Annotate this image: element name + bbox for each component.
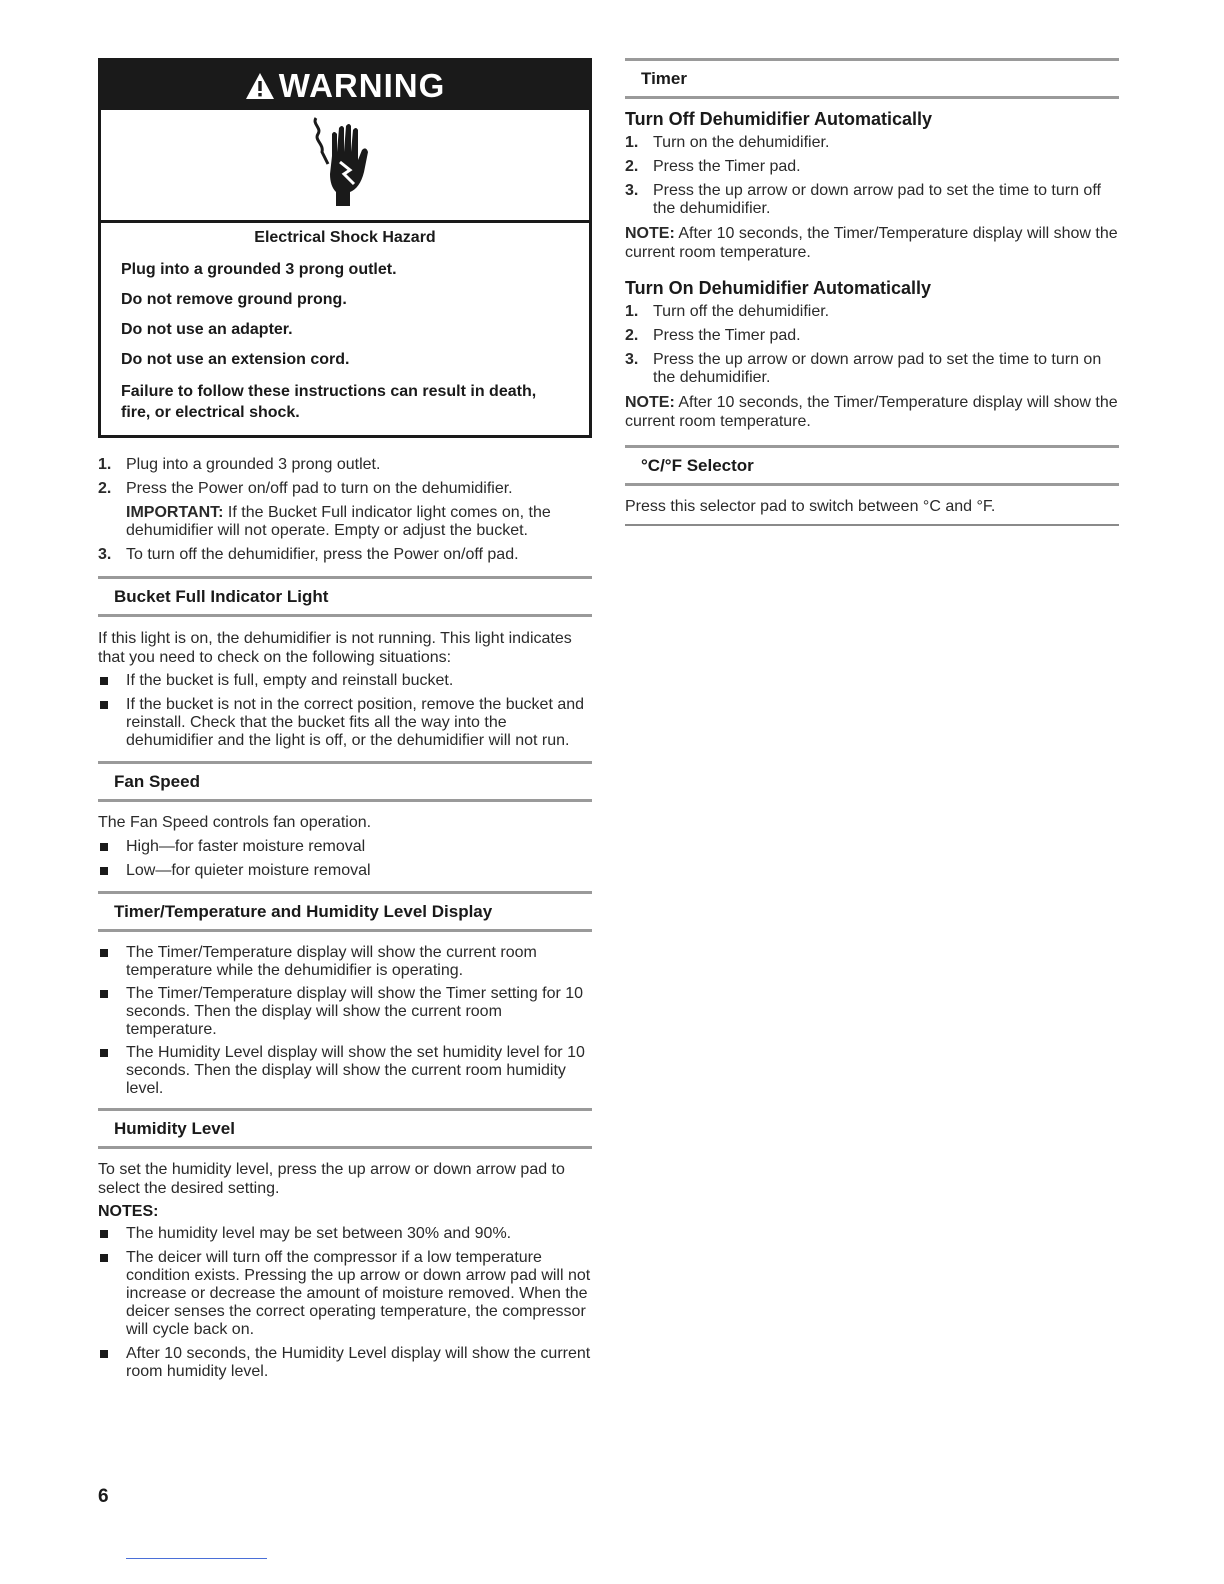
timer-on-title: Turn On Dehumidifier Automatically [625, 278, 932, 298]
section-header-timer: Timer [625, 58, 1119, 99]
list-item: 2. Press the Power on/off pad to turn on the dehumidifier. IMPORTANT: If the Bucket Full indicator light comes on, the dehumidifier will not operate. Empty or adjust the bucket. [98, 480, 592, 540]
warning-icon-row [101, 110, 589, 223]
humidity-bullets [98, 1225, 592, 1381]
list-item: 2. Press the Timer pad. [625, 327, 801, 344]
timer-off-title: Turn Off Dehumidifier Automatically [625, 109, 933, 129]
list-item: The Timer/Temperature display will show the current room temperature while the dehumidifier is operating. [98, 944, 592, 980]
timer-on-note: NOTE: After 10 seconds, the Timer/Temperature display will show the current room temperature. [625, 394, 1118, 430]
list-item: 3. Press the up arrow or down arrow pad to set the time to turn off the dehumidifier. [625, 182, 1101, 217]
timer-off-note: NOTE: After 10 seconds, the Timer/Temperature display will show the current room temperature. [625, 225, 1118, 261]
list-item: 1. Turn off the dehumidifier. [625, 303, 830, 320]
divider [625, 524, 1119, 526]
selector-text: Press this selector pad to switch between °C and °F. [625, 498, 996, 515]
display-bullets [98, 944, 592, 1098]
left-column [98, 58, 592, 1381]
humidity-intro: To set the humidity level, press the up arrow or down arrow pad to select the desired setting. [98, 1161, 565, 1197]
list-item: Low—for quieter moisture removal [98, 862, 592, 880]
electric-shock-hand-icon [310, 116, 380, 215]
list-item: 3. Press the up arrow or down arrow pad to set the time to turn on the dehumidifier. [625, 351, 1102, 386]
section-header-bucket: Bucket Full Indicator Light [98, 576, 592, 617]
list-item: The humidity level may be set between 30% and 90%. [98, 1225, 592, 1243]
warning-header [101, 61, 589, 110]
list-item: High—for faster moisture removal [98, 838, 592, 856]
warning-title: WARNING [278, 66, 446, 104]
section-header-display: Timer/Temperature and Humidity Level Display [98, 891, 592, 932]
notes-label: NOTES: [98, 1203, 159, 1220]
bucket-bullets [98, 672, 592, 750]
power-steps-list [98, 456, 592, 564]
hazard-title: Electrical Shock Hazard [254, 229, 436, 246]
important-note: IMPORTANT: If the Bucket Full indicator light comes on, the dehumidifier will not operate. Empty or adjust the bucket. [126, 504, 551, 539]
warning-line: Do not remove ground prong. [121, 291, 347, 308]
fan-bullets [98, 838, 592, 880]
list-item: After 10 seconds, the Humidity Level display will show the current room humidity level. [98, 1345, 592, 1381]
fan-intro: The Fan Speed controls fan operation. [98, 814, 372, 831]
list-item: If the bucket is not in the correct position, remove the bucket and reinstall. Check that the bucket fits all the way into the dehumidifier and the light is off, or the dehumidifier will not run. [98, 696, 592, 750]
list-item: 2. Press the Timer pad. [625, 158, 801, 175]
warning-triangle-icon [245, 72, 275, 100]
warning-line: Do not use an extension cord. [121, 351, 350, 368]
section-header-selector: °C/°F Selector [625, 445, 1119, 486]
section-header-fan: Fan Speed [98, 761, 592, 802]
list-item: The deicer will turn off the compressor if a low temperature condition exists. Pressing the up arrow or down arrow pad will not increase or decrease the amount of moisture removed. When the deicer senses the correct operating temperature, the compressor will cycle back on. [98, 1249, 592, 1339]
page-number: 6 [98, 1486, 109, 1507]
footer-divider [126, 1558, 267, 1559]
list-item: The Timer/Temperature display will show the Timer setting for 10 seconds. Then the display will show the current room temperature. [98, 985, 592, 1039]
bucket-intro: If this light is on, the dehumidifier is not running. This light indicates that you need to check on the following situations: [98, 630, 572, 666]
list-item: If the bucket is full, empty and reinstall bucket. [98, 672, 592, 690]
timer-on-steps [625, 303, 1119, 387]
warning-line: Do not use an adapter. [121, 321, 293, 338]
list-item: 1. Plug into a grounded 3 prong outlet. [98, 456, 381, 473]
section-header-humidity: Humidity Level [98, 1108, 592, 1149]
timer-off-steps [625, 134, 1119, 218]
list-item: 1. Turn on the dehumidifier. [625, 134, 830, 151]
list-item: 3. To turn off the dehumidifier, press the Power on/off pad. [98, 546, 519, 563]
warning-line: Plug into a grounded 3 prong outlet. [121, 261, 397, 278]
list-item: The Humidity Level display will show the set humidity level for 10 seconds. Then the display will show the current room humidity level. [98, 1044, 592, 1098]
warning-body [101, 223, 589, 435]
warning-box [98, 58, 592, 438]
warning-line: Failure to follow these instructions can result in death, fire, or electrical shock. [121, 383, 537, 421]
right-column [625, 58, 1119, 526]
